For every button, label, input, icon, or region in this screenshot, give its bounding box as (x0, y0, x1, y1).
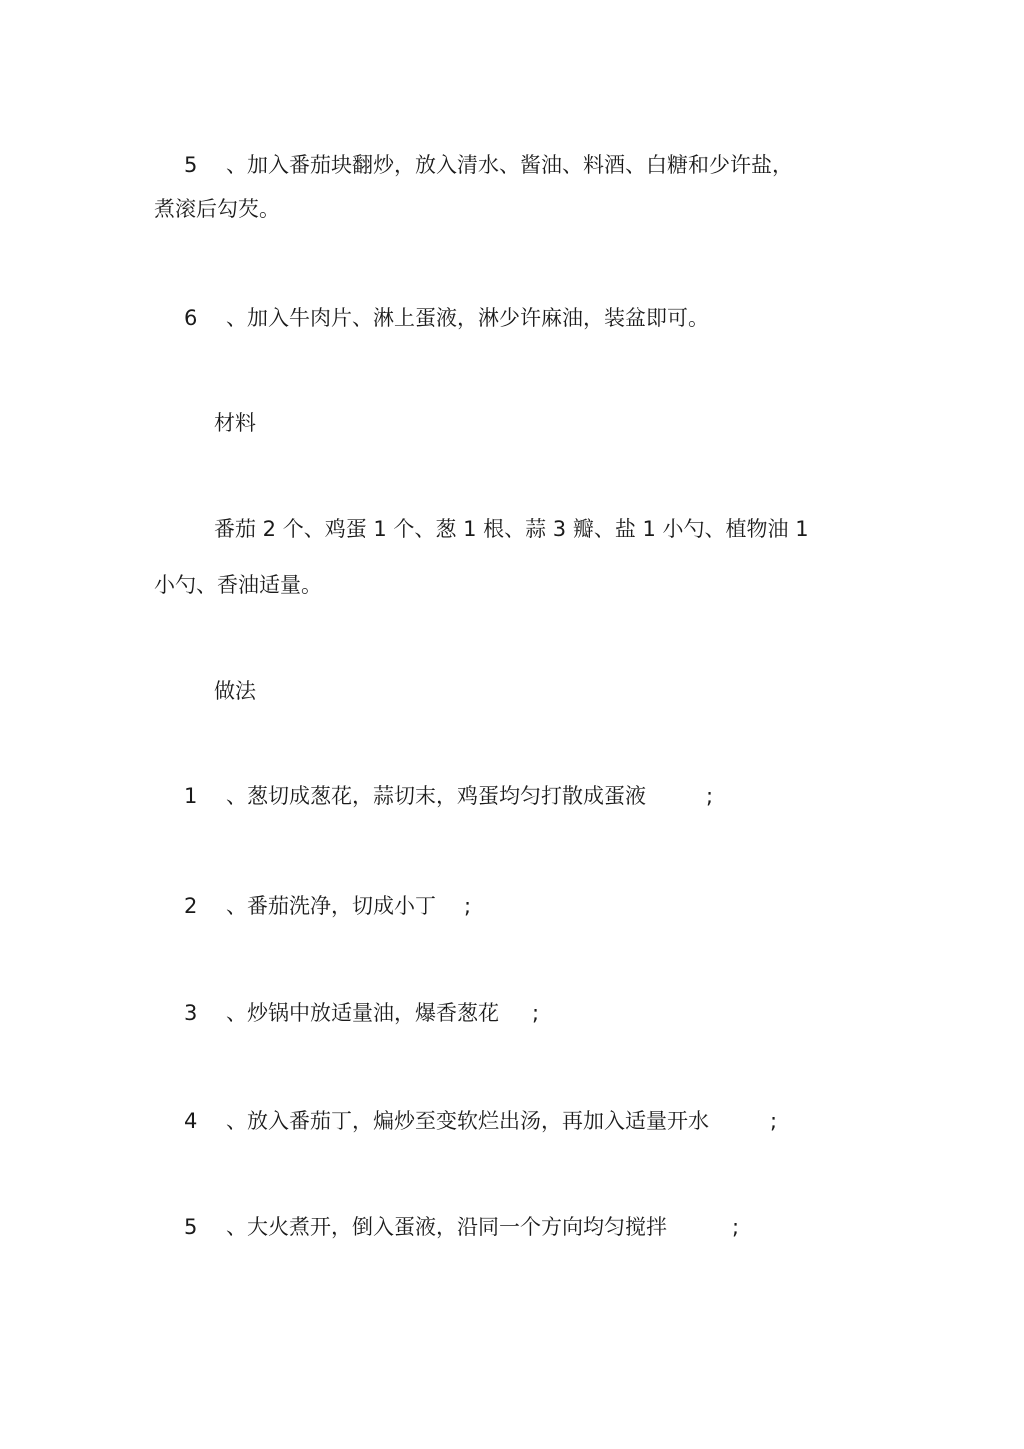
step-semicolon: ; (706, 784, 714, 808)
step-number: 5 (184, 1215, 198, 1239)
step-semicolon: ; (770, 1109, 778, 1133)
step-text: 、放入番茄丁，煸炒至变软烂出汤，再加入适量开水 (226, 1109, 709, 1133)
step-text: 、炒锅中放适量油，爆香葱花 (226, 1001, 499, 1025)
step-text: 、加入番茄块翻炒，放入清水、酱油、料酒、白糖和少许盐， (226, 153, 793, 177)
step-semicolon: ; (464, 894, 472, 918)
materials-text: 番茄 2 个、鸡蛋 1 个、葱 1 根、蒜 3 瓣、盐 1 小勺、植物油 1 (214, 517, 809, 541)
step-number: 5 (184, 153, 198, 177)
step-text: 、加入牛肉片、淋上蛋液，淋少许麻油，装盆即可。 (226, 306, 709, 330)
step-number: 6 (184, 306, 198, 330)
step-number: 2 (184, 894, 198, 918)
materials-text: 小勺、香油适量。 (154, 573, 322, 597)
step-text: 、葱切成葱花，蒜切末，鸡蛋均匀打散成蛋液 (226, 784, 646, 808)
step-number: 3 (184, 1001, 198, 1025)
step-number: 4 (184, 1109, 198, 1133)
step-text-continuation: 煮滚后勾芡。 (154, 197, 280, 221)
section-heading: 做法 (214, 679, 256, 703)
step-text: 、大火煮开，倒入蛋液，沿同一个方向均匀搅拌 (226, 1215, 667, 1239)
step-semicolon: ; (732, 1215, 740, 1239)
section-heading: 材料 (214, 411, 256, 435)
step-semicolon: ; (532, 1001, 540, 1025)
step-number: 1 (184, 784, 198, 808)
step-text: 、番茄洗净，切成小丁 (226, 894, 436, 918)
